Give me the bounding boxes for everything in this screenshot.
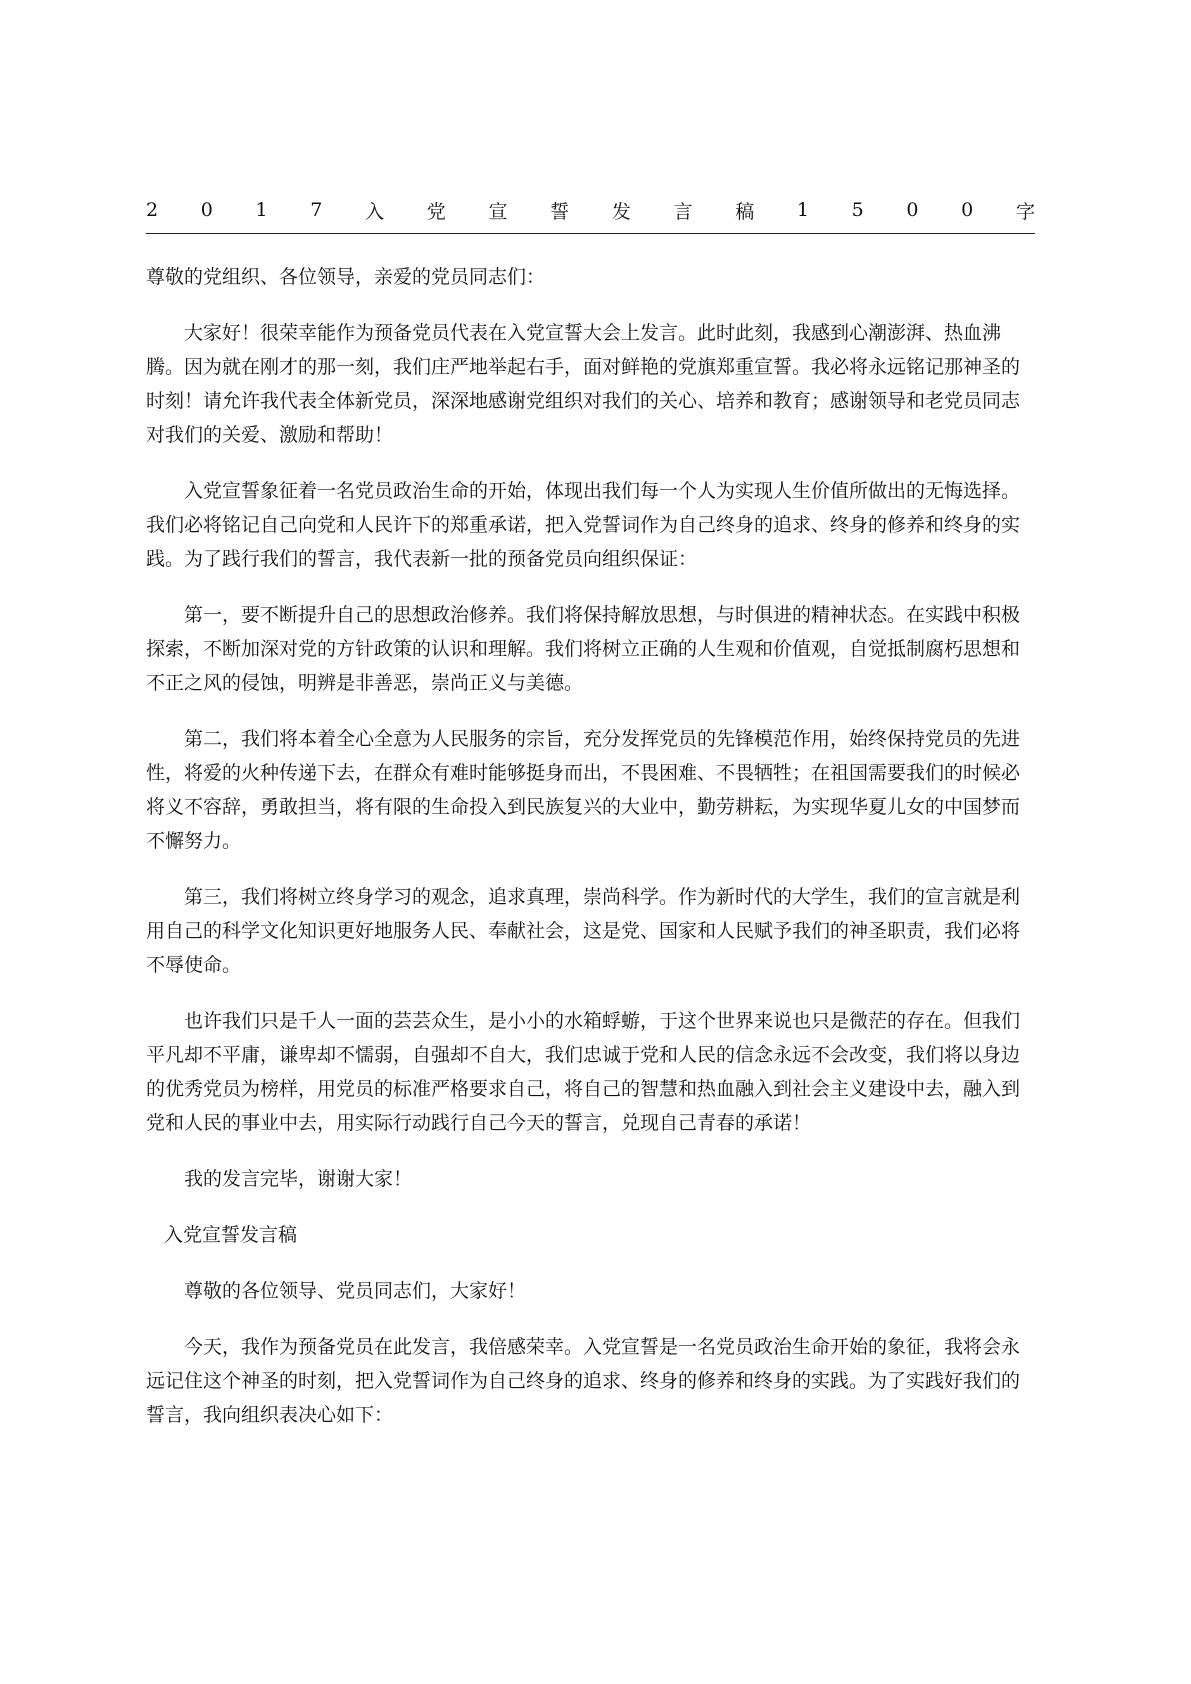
closing-line: 我的发言完毕，谢谢大家！ xyxy=(184,1168,413,1190)
title-char: 誓 xyxy=(550,200,570,223)
title-underline xyxy=(146,233,1035,234)
title-char: 0 xyxy=(906,199,919,221)
section-heading: 入党宣誓发言稿 xyxy=(164,1224,298,1246)
title-char: 言 xyxy=(673,200,693,223)
title-char: 0 xyxy=(200,199,213,221)
title-char: 5 xyxy=(851,199,864,221)
paragraph: 第二，我们将本着全心全意为人民服务的宗旨，充分发挥党员的先锋模范作用，始终保持党员的先进性，将爱的火种传递下去，在群众有难时能够挺身而出，不畏困难、不畏牺牲；在祖国需要我们的时候必将义不容辞，勇敢担当，将有限的生命投入到民族复兴的大业中，勤劳耕耘，为实现华夏儿女的中国梦而不懈努力。 xyxy=(146,728,1021,852)
title-char: 0 xyxy=(961,199,974,221)
paragraph: 入党宣誓象征着一名党员政治生命的开始，体现出我们每一个人为实现人生价值所做出的无悔选择。我们必将铭记自己向党和人民许下的郑重承诺，把入党誓词作为自己终身的追求、终身的修养和终身的实践。为了践行我们的誓言，我代表新一批的预备党员向组织保证： xyxy=(146,480,1021,570)
title-char: 稿 xyxy=(735,200,755,223)
paragraph: 今天，我作为预备党员在此发言，我倍感荣幸。入党宣誓是一名党员政治生命开始的象征，我将会永远记住这个神圣的时刻，把入党誓词作为自己终身的追求、终身的修养和终身的实践。为了实践好我们的誓言，我向组织表决心如下： xyxy=(146,1336,1021,1426)
salutation: 尊敬的各位领导、党员同志们，大家好！ xyxy=(184,1280,527,1302)
title-char: 1 xyxy=(255,199,268,221)
title-char: 党 xyxy=(426,200,446,223)
title-char: 7 xyxy=(310,199,323,221)
title-char: 1 xyxy=(796,199,809,221)
paragraph: 第一，要不断提升自己的思想政治修养。我们将保持解放思想，与时俱进的精神状态。在实践中积极探索，不断加深对党的方针政策的认识和理解。我们将树立正确的人生观和价值观，自觉抵制腐朽思想和不正之风的侵蚀，明辨是非善恶，崇尚正义与美德。 xyxy=(146,604,1021,694)
title-char: 发 xyxy=(611,200,631,223)
paragraph: 大家好！很荣幸能作为预备党员代表在入党宣誓大会上发言。此时此刻，我感到心潮澎湃、热血沸腾。因为就在刚才的那一刻，我们庄严地举起右手，面对鲜艳的党旗郑重宣誓。我必将永远铭记那神圣的时刻！请允许我代表全体新党员，深深地感谢党组织对我们的关心、培养和教育；感谢领导和老党员同志对我们的关爱、激励和帮助！ xyxy=(146,322,1021,446)
document-title xyxy=(146,192,1035,228)
paragraph: 第三，我们将树立终身学习的观念，追求真理，崇尚科学。作为新时代的大学生，我们的宣言就是利用自己的科学文化知识更好地服务人民、奉献社会，这是党、国家和人民赋予我们的神圣职责，我们必将不辱使命。 xyxy=(146,886,1021,976)
title-char: 字 xyxy=(1015,200,1035,223)
title-char: 2 xyxy=(146,199,159,221)
title-char: 宣 xyxy=(488,200,508,223)
paragraph: 也许我们只是千人一面的芸芸众生，是小小的水箱蜉蝣，于这个世界来说也只是微茫的存在。但我们平凡却不平庸，谦卑却不懦弱，自强却不自大，我们忠诚于党和人民的信念永远不会改变，我们将以身边的优秀党员为榜样，用党员的标准严格要求自己，将自己的智慧和热血融入到社会主义建设中去，融入到党和人民的事业中去，用实际行动践行自己今天的誓言，兑现自己青春的承诺！ xyxy=(146,1010,1021,1134)
salutation: 尊敬的党组织、各位领导，亲爱的党员同志们： xyxy=(146,266,546,288)
title-char: 入 xyxy=(365,200,385,223)
document-body xyxy=(146,260,1035,1432)
